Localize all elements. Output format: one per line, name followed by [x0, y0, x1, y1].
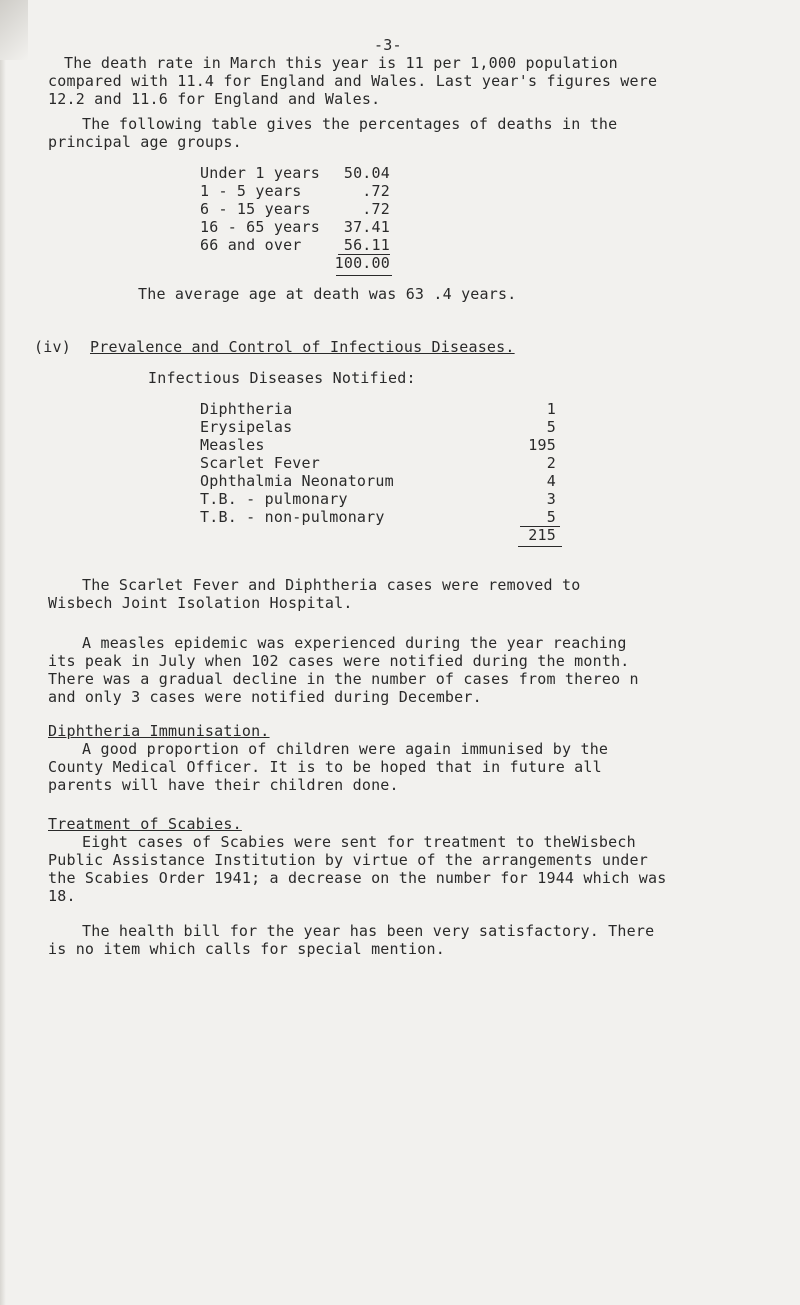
immunisation-heading: Diphtheria Immunisation. — [48, 722, 270, 740]
section-heading: Prevalence and Control of Infectious Diseases. — [90, 338, 515, 356]
age-label: 66 and over — [200, 236, 302, 254]
measles-line-1: A measles epidemic was experienced during the year reaching — [82, 634, 627, 652]
table-rule — [518, 546, 562, 547]
disease-label: Diphtheria — [200, 400, 293, 418]
age-label: Under 1 years — [200, 164, 320, 182]
section-number: (iv) — [34, 338, 71, 356]
age-value: 56.11 — [343, 236, 390, 254]
disease-label: T.B. - non-pulmonary — [200, 508, 385, 526]
age-value: 37.41 — [343, 218, 390, 236]
immunisation-line-2: County Medical Officer. It is to be hoped that in future all — [48, 758, 602, 776]
notified-heading: Infectious Diseases Notified: — [148, 369, 416, 387]
disease-count: 5 — [546, 508, 556, 526]
disease-count: 4 — [546, 472, 556, 490]
age-label: 16 - 65 years — [200, 218, 320, 236]
age-total: 100.00 — [334, 254, 390, 272]
scabies-line-4: 18. — [48, 887, 76, 905]
age-intro-line-2: principal age groups. — [48, 133, 242, 151]
disease-label: Ophthalmia Neonatorum — [200, 472, 394, 490]
age-value: 50.04 — [343, 164, 390, 182]
average-age-text: The average age at death was 63 .4 years. — [138, 285, 517, 303]
disease-label: T.B. - pulmonary — [200, 490, 348, 508]
intro-line-1: The death rate in March this year is 11 per 1,000 population — [64, 54, 618, 72]
scabies-heading: Treatment of Scabies. — [48, 815, 242, 833]
disease-count: 3 — [546, 490, 556, 508]
scan-corner — [0, 0, 28, 60]
health-bill-line-2: is no item which calls for special mention. — [48, 940, 445, 958]
disease-count: 195 — [528, 436, 556, 454]
intro-line-2: compared with 11.4 for England and Wales. Last year's figures were — [48, 72, 658, 90]
age-intro-line-1: The following table gives the percentages of deaths in the — [82, 115, 618, 133]
removed-line-1: The Scarlet Fever and Diphtheria cases were removed to — [82, 576, 581, 594]
disease-count: 1 — [546, 400, 556, 418]
measles-line-4: and only 3 cases were notified during December. — [48, 688, 482, 706]
diseases-total: 215 — [528, 526, 556, 544]
intro-line-3: 12.2 and 11.6 for England and Wales. — [48, 90, 381, 108]
disease-label: Measles — [200, 436, 265, 454]
measles-line-2: its peak in July when 102 cases were notified during the month. — [48, 652, 630, 670]
scabies-line-1: Eight cases of Scabies were sent for treatment to theWisbech — [82, 833, 636, 851]
measles-line-3: There was a gradual decline in the number of cases from thereo n — [48, 670, 639, 688]
page-number: -3- — [374, 36, 402, 54]
scabies-line-2: Public Assistance Institution by virtue of the arrangements under — [48, 851, 648, 869]
scabies-line-3: the Scabies Order 1941; a decrease on the number for 1944 which was — [48, 869, 667, 887]
removed-line-2: Wisbech Joint Isolation Hospital. — [48, 594, 353, 612]
disease-label: Erysipelas — [200, 418, 293, 436]
age-value: .72 — [362, 200, 390, 218]
age-label: 6 - 15 years — [200, 200, 311, 218]
disease-count: 2 — [546, 454, 556, 472]
immunisation-line-1: A good proportion of children were again immunised by the — [82, 740, 609, 758]
table-rule — [336, 275, 392, 276]
disease-count: 5 — [546, 418, 556, 436]
age-value: .72 — [362, 182, 390, 200]
health-bill-line-1: The health bill for the year has been very satisfactory. There — [82, 922, 655, 940]
immunisation-line-3: parents will have their children done. — [48, 776, 399, 794]
disease-label: Scarlet Fever — [200, 454, 320, 472]
scan-edge — [0, 0, 6, 1305]
age-label: 1 - 5 years — [200, 182, 302, 200]
